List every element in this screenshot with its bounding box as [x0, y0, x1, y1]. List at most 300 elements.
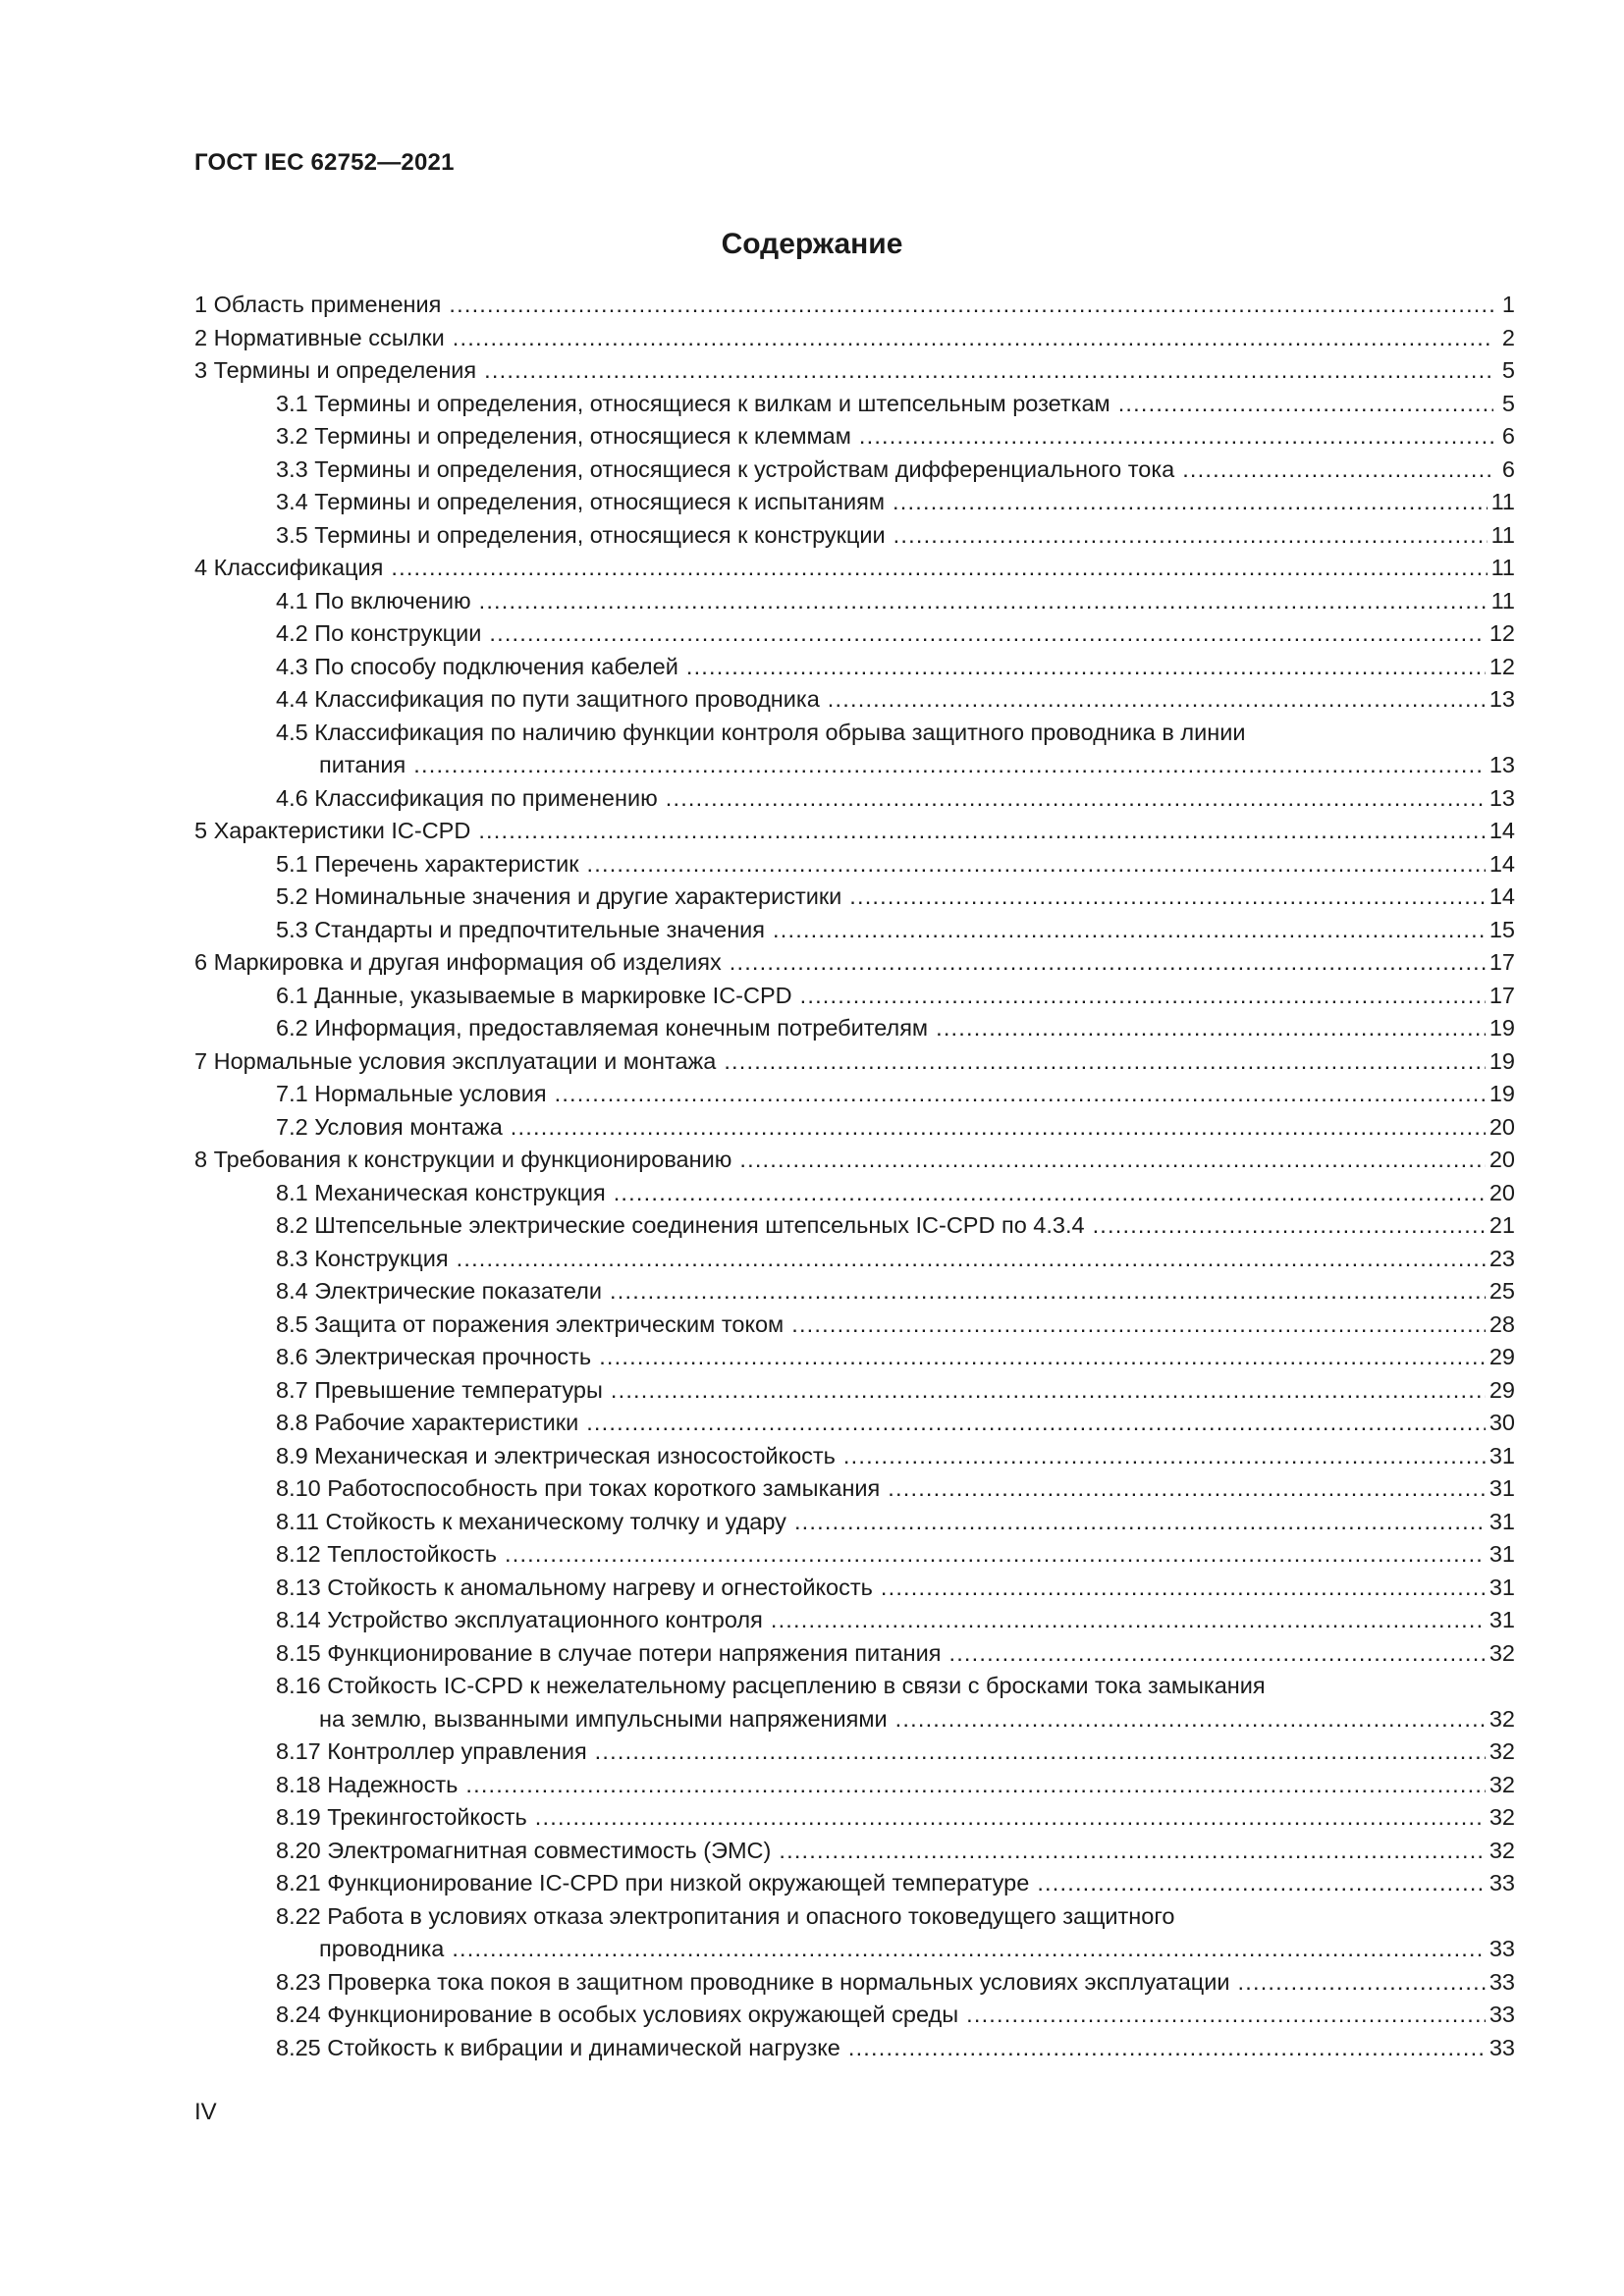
toc-entry-page: 14: [1489, 883, 1515, 909]
toc-entry: [194, 1209, 1515, 1243]
toc-entry-continuation: питания: [319, 752, 406, 777]
toc-entry-page: 33: [1489, 1968, 1515, 1995]
toc-entry-text: Термины и определения, относящиеся к конструкции: [314, 521, 886, 548]
toc-entry-number: 7: [194, 1047, 208, 1074]
toc-entry: [194, 881, 1515, 914]
toc-entry: [194, 1341, 1515, 1374]
toc-entry-number: 8.21: [276, 1870, 321, 1896]
toc-entry-text: Информация, предоставляемая конечным потребителям: [314, 1015, 929, 1041]
toc-entry: [194, 1243, 1515, 1276]
toc-entry: [194, 1867, 1515, 1900]
toc-entry-title: [276, 1341, 591, 1374]
toc-entry-page: 17: [1489, 949, 1515, 975]
toc-entry-number: 8.25: [276, 2034, 321, 2060]
toc-entry-text: Характеристики IC-CPD: [213, 818, 471, 843]
toc-entry-page: 17: [1489, 982, 1515, 1008]
toc-entry-title: [276, 1999, 958, 2032]
dot-leader: [773, 914, 1486, 947]
toc-entry: [194, 717, 1515, 782]
toc-entry-title: [276, 1835, 771, 1868]
toc-entry: [194, 651, 1515, 684]
toc-entry-text: Работа в условиях отказа электропитания и опасного токоведущего защитного: [327, 1902, 1175, 1929]
toc-entry-page: 32: [1489, 1639, 1515, 1666]
toc-entry-number: 8.9: [276, 1442, 308, 1468]
toc-entry: [194, 1472, 1515, 1506]
toc-entry-title: [276, 980, 792, 1013]
toc-entry-title: [276, 1966, 1230, 2000]
toc-entry-text: Номинальные значения и другие характеристики: [314, 883, 842, 909]
toc-entry: [194, 946, 1515, 980]
dot-leader: [730, 946, 1486, 980]
dot-leader: [849, 881, 1486, 914]
toc-entry-number: 5.1: [276, 850, 308, 877]
toc-entry-text: Условия монтажа: [314, 1113, 503, 1140]
toc-entry-page: 28: [1489, 1310, 1515, 1337]
toc-entry-title: [276, 617, 481, 651]
dot-leader: [848, 2032, 1486, 2065]
toc-entry-page: 31: [1489, 1607, 1515, 1632]
dot-leader: [771, 1604, 1486, 1637]
dot-leader: [686, 651, 1486, 684]
toc-entry: [194, 420, 1515, 454]
toc-entry-text: Механическая конструкция: [314, 1179, 606, 1205]
dot-leader: [1238, 1966, 1486, 2000]
dot-leader: [859, 420, 1493, 454]
dot-leader: [794, 1506, 1486, 1539]
toc-entry-text: Термины и определения, относящиеся к вилкам и штепсельным розеткам: [314, 390, 1110, 416]
toc-entry-text: Стойкость к механическому толчку и удару: [325, 1508, 786, 1534]
toc-entry-page: 15: [1489, 916, 1515, 942]
toc-entry-title: [276, 1111, 503, 1145]
toc-entry-page: 32: [1489, 1804, 1515, 1830]
dot-leader: [893, 486, 1488, 519]
dot-leader: [895, 1703, 1486, 1736]
toc-entry-page: 11: [1490, 489, 1515, 514]
toc-entry-text: Функционирование в особых условиях окружающей среды: [327, 2002, 959, 2027]
toc-entry-text: Классификация: [213, 555, 384, 580]
toc-entry-text: Область применения: [213, 292, 442, 317]
toc-entry-title: [276, 914, 765, 947]
toc-entry-title: [276, 420, 851, 454]
toc-entry-number: 8.19: [276, 1804, 321, 1830]
dot-leader: [587, 848, 1486, 881]
toc-entry-number: 3.5: [276, 521, 308, 548]
toc-entry-number: 8.17: [276, 1738, 321, 1764]
toc-entry-text: Классификация по наличию функции контроля обрыва защитного проводника в линии: [314, 719, 1246, 745]
toc-entry-number: 8.12: [276, 1541, 321, 1567]
toc-entry-number: 3.2: [276, 423, 308, 449]
toc-entry: [194, 1440, 1515, 1473]
toc-entry-page: 32: [1489, 1705, 1515, 1732]
toc-entry-text: Термины и определения, относящиеся к клеммам: [314, 423, 851, 449]
toc-entry-text: Превышение температуры: [314, 1376, 603, 1403]
toc-entry-number: 8.4: [276, 1278, 308, 1304]
dot-leader: [535, 1801, 1486, 1835]
toc-entry-page: 33: [1489, 2002, 1515, 2027]
toc-entry-title: [276, 1769, 458, 1802]
toc-entry-page: 32: [1489, 1771, 1515, 1797]
toc-entry-number: 4: [194, 555, 208, 580]
toc-entry-number: 7.2: [276, 1113, 308, 1140]
dot-leader: [465, 1769, 1485, 1802]
toc-entry-number: 3.4: [276, 489, 308, 514]
dot-leader: [599, 1341, 1486, 1374]
toc-entry-text: Надежность: [327, 1771, 459, 1797]
toc-entry-text: Нормативные ссылки: [213, 324, 445, 350]
toc-entry-title: [276, 585, 471, 618]
toc-entry-title: [276, 1209, 1085, 1243]
dot-leader: [478, 815, 1486, 848]
toc-entry-text: Классификация по пути защитного проводника: [314, 686, 820, 712]
toc-entry: [194, 1670, 1515, 1735]
toc-entry-page: 14: [1489, 850, 1515, 877]
toc-entry-number: 8.24: [276, 2002, 321, 2027]
toc-entry-page: 25: [1489, 1278, 1515, 1304]
toc-entry-number: 8.20: [276, 1837, 321, 1863]
toc-entry-number: 8.8: [276, 1410, 308, 1435]
dot-leader: [888, 1472, 1486, 1506]
toc-entry-text: Электрические показатели: [314, 1278, 603, 1304]
toc-entry: [194, 1769, 1515, 1802]
toc-entry: [194, 1835, 1515, 1868]
toc-entry-page: 20: [1489, 1147, 1515, 1172]
dot-leader: [511, 1111, 1486, 1145]
toc-entry-title: [276, 782, 658, 816]
toc-entry-text: Защита от поражения электрическим током: [314, 1310, 785, 1337]
dot-leader: [1037, 1867, 1486, 1900]
toc-entry-page: 13: [1489, 686, 1515, 712]
toc-entry-title: [276, 1538, 497, 1572]
dot-leader: [611, 1374, 1486, 1408]
toc-entry-number: 8.13: [276, 1574, 321, 1600]
toc-entry-title: [276, 1673, 1266, 1698]
table-of-contents: [194, 289, 1515, 2064]
toc-entry-number: 7.1: [276, 1081, 308, 1106]
toc-entry-title: [194, 354, 476, 388]
toc-entry-text: Маркировка и другая информация об изделиях: [213, 949, 722, 975]
toc-entry: [194, 617, 1515, 651]
dot-leader: [413, 749, 1486, 782]
dot-leader: [828, 683, 1486, 717]
toc-entry-text: Трекингостойкость: [327, 1804, 527, 1830]
toc-entry-number: 8.2: [276, 1212, 308, 1238]
toc-entry: [194, 1801, 1515, 1835]
toc-entry-title: [194, 322, 445, 355]
toc-entry: [194, 1078, 1515, 1111]
toc-entry: [194, 354, 1515, 388]
toc-entry-number: 8.18: [276, 1771, 321, 1797]
toc-entry-page: 33: [1489, 2034, 1515, 2060]
toc-entry-text: Нормальные условия: [314, 1081, 547, 1106]
toc-entry-text: Стойкость IC-CPD к нежелательному расцеплению в связи с бросками тока замыкания: [327, 1673, 1266, 1698]
toc-entry: [194, 2032, 1515, 2065]
toc-entry-text: По включению: [314, 587, 471, 614]
toc-entry-page: 29: [1489, 1376, 1515, 1403]
toc-entry-title: [276, 388, 1110, 421]
toc-entry-number: 8.7: [276, 1376, 308, 1403]
toc-entry-title: [276, 1012, 928, 1045]
toc-entry-number: 8.11: [276, 1508, 319, 1534]
toc-entry: [194, 585, 1515, 618]
toc-entry-page: 21: [1489, 1212, 1515, 1238]
toc-entry-text: Проверка тока покоя в защитном проводнике в нормальных условиях эксплуатации: [327, 1968, 1230, 1995]
dot-leader: [843, 1440, 1486, 1473]
dot-leader: [453, 322, 1493, 355]
toc-entry: [194, 1900, 1515, 1966]
toc-entry-page: 6: [1501, 423, 1515, 449]
toc-entry-number: 3: [194, 357, 208, 383]
toc-entry-text: Штепсельные электрические соединения штепсельных IC-CPD по 4.3.4: [314, 1212, 1085, 1238]
toc-entry-number: 6.2: [276, 1015, 308, 1041]
toc-entry-number: 6: [194, 949, 208, 975]
toc-entry: [194, 848, 1515, 881]
toc-entry-number: 4.6: [276, 784, 308, 811]
toc-entry-page: 13: [1489, 784, 1515, 811]
toc-entry-number: 8.6: [276, 1344, 308, 1369]
dot-leader: [610, 1275, 1486, 1308]
toc-entry-text: Стойкость к аномальному нагреву и огнестойкость: [327, 1574, 873, 1600]
toc-entry-continuation: на землю, вызванными импульсными напряжениями: [319, 1705, 888, 1732]
toc-entry-page: 5: [1501, 390, 1515, 416]
toc-entry-page: 11: [1490, 587, 1515, 614]
toc-entry-text: Термины и определения, относящиеся к испытаниям: [314, 489, 886, 514]
toc-entry-number: 5.3: [276, 916, 308, 942]
toc-entry: [194, 1177, 1515, 1210]
dot-leader: [724, 1045, 1486, 1079]
dot-leader: [966, 1999, 1486, 2032]
toc-entry-text: Функционирование IC-CPD при низкой окружающей температуре: [327, 1870, 1030, 1896]
toc-entry-number: 8.5: [276, 1310, 308, 1337]
toc-entry-number: 3.1: [276, 390, 308, 416]
dot-leader: [595, 1735, 1486, 1769]
document-code: ГОСТ IEC 62752—2021: [194, 149, 455, 176]
toc-entry: [194, 1374, 1515, 1408]
toc-entry-text: Устройство эксплуатационного контроля: [327, 1607, 763, 1632]
toc-entry-text: Нормальные условия эксплуатации и монтажа: [213, 1047, 717, 1074]
toc-entry-page: 11: [1490, 555, 1515, 580]
toc-entry-page: 23: [1489, 1245, 1515, 1271]
toc-entry: [194, 1506, 1515, 1539]
dot-leader: [452, 1933, 1486, 1966]
dot-leader: [936, 1012, 1486, 1045]
toc-entry: [194, 1308, 1515, 1342]
toc-entry-page: 29: [1489, 1344, 1515, 1369]
toc-entry: [194, 454, 1515, 487]
toc-entry-number: 4.4: [276, 686, 308, 712]
dot-leader: [555, 1078, 1486, 1111]
toc-entry-text: Конструкция: [314, 1245, 449, 1271]
toc-entry-text: Электрическая прочность: [314, 1344, 592, 1369]
toc-entry-title: [194, 552, 383, 585]
toc-entry-title: [276, 454, 1174, 487]
page-number: IV: [194, 2099, 217, 2125]
dot-leader: [1093, 1209, 1486, 1243]
toc-entry-title: [276, 848, 579, 881]
toc-entry-page: 14: [1489, 818, 1515, 843]
toc-entry-title: [276, 1275, 602, 1308]
toc-entry-number: 8.22: [276, 1902, 321, 1929]
toc-entry-title: [276, 1867, 1029, 1900]
toc-entry-page: 20: [1489, 1113, 1515, 1140]
toc-entry: [194, 1735, 1515, 1769]
dot-leader: [739, 1144, 1486, 1177]
dot-leader: [505, 1538, 1486, 1572]
toc-entry-number: 4.5: [276, 719, 308, 745]
toc-entry-title: [276, 881, 841, 914]
toc-entry-title: [276, 1407, 578, 1440]
toc-entry-title: [194, 1045, 716, 1079]
page-title: Содержание: [721, 228, 903, 260]
toc-entry-number: 8: [194, 1147, 208, 1172]
toc-entry: [194, 1111, 1515, 1145]
dot-leader: [948, 1637, 1485, 1671]
toc-entry-number: 8.23: [276, 1968, 321, 1995]
toc-entry-title: [276, 519, 886, 553]
toc-entry-number: 8.16: [276, 1673, 321, 1698]
toc-entry-number: 5.2: [276, 883, 308, 909]
toc-entry-title: [276, 1374, 603, 1408]
toc-entry-text: Работоспособность при токах короткого замыкания: [327, 1475, 881, 1501]
toc-entry-text: Перечень характеристик: [314, 850, 579, 877]
toc-entry: [194, 782, 1515, 816]
toc-entry-page: 11: [1490, 521, 1515, 548]
dot-leader: [893, 519, 1488, 553]
toc-entry-text: Механическая и электрическая износостойкость: [314, 1442, 836, 1468]
toc-entry-page: 32: [1489, 1837, 1515, 1863]
toc-entry-page: 12: [1489, 653, 1515, 679]
toc-entry-title: [276, 486, 885, 519]
toc-entry-page: 6: [1501, 455, 1515, 482]
dot-leader: [489, 617, 1486, 651]
toc-entry-number: 5: [194, 818, 208, 843]
toc-entry-number: 8.14: [276, 1607, 321, 1632]
toc-entry-page: 31: [1489, 1574, 1515, 1600]
toc-entry-title: [194, 815, 470, 848]
toc-entry: [194, 1045, 1515, 1079]
toc-entry-page: 20: [1489, 1179, 1515, 1205]
toc-entry-number: 8.10: [276, 1475, 321, 1501]
toc-entry-page: 31: [1489, 1508, 1515, 1534]
toc-entry: [194, 289, 1515, 322]
toc-entry-title: [276, 1903, 1174, 1929]
toc-entry-text: Контроллер управления: [327, 1738, 587, 1764]
toc-entry-number: 4.1: [276, 587, 308, 614]
toc-entry-title: [276, 2032, 840, 2065]
dot-leader: [484, 354, 1493, 388]
toc-entry-page: 2: [1501, 324, 1515, 350]
dot-leader: [800, 980, 1486, 1013]
toc-entry-title: [276, 1308, 784, 1342]
toc-entry-title: [276, 1637, 941, 1671]
toc-entry-continuation: проводника: [319, 1936, 445, 1961]
toc-entry-page: 12: [1489, 620, 1515, 646]
toc-entry-number: 4.2: [276, 620, 308, 646]
toc-entry-title: [194, 289, 441, 322]
toc-entry-number: 8.15: [276, 1639, 321, 1666]
toc-entry: [194, 1275, 1515, 1308]
toc-entry-page: 13: [1489, 752, 1515, 777]
toc-entry-number: 8.1: [276, 1179, 308, 1205]
toc-entry-number: 8.3: [276, 1245, 308, 1271]
dot-leader: [779, 1835, 1486, 1868]
toc-entry-text: Стойкость к вибрации и динамической нагрузке: [327, 2034, 840, 2060]
toc-entry-page: 5: [1501, 357, 1515, 383]
toc-entry: [194, 1966, 1515, 2000]
dot-leader: [1182, 454, 1493, 487]
toc-entry-title: [276, 1604, 763, 1637]
toc-entry-page: 31: [1489, 1442, 1515, 1468]
dot-leader: [457, 1243, 1486, 1276]
dot-leader: [1118, 388, 1493, 421]
toc-entry: [194, 1144, 1515, 1177]
toc-entry-title: [276, 1472, 880, 1506]
toc-entry: [194, 1012, 1515, 1045]
toc-entry: [194, 552, 1515, 585]
toc-entry-title: [276, 720, 1246, 745]
toc-entry-title: [276, 1078, 547, 1111]
toc-entry-page: 19: [1489, 1015, 1515, 1041]
toc-entry-title: [194, 946, 722, 980]
toc-entry-title: [276, 683, 820, 717]
toc-entry: [194, 815, 1515, 848]
dot-leader: [666, 782, 1486, 816]
dot-leader: [881, 1572, 1486, 1605]
toc-entry-title: [276, 1440, 836, 1473]
toc-entry: [194, 322, 1515, 355]
toc-entry: [194, 1572, 1515, 1605]
toc-entry-page: 19: [1489, 1047, 1515, 1074]
toc-entry-title: [276, 1801, 527, 1835]
toc-entry-text: По конструкции: [314, 620, 482, 646]
toc-entry-text: Стандарты и предпочтительные значения: [314, 916, 766, 942]
toc-entry: [194, 914, 1515, 947]
toc-entry: [194, 980, 1515, 1013]
toc-entry: [194, 519, 1515, 553]
toc-entry-text: Термины и определения: [213, 357, 477, 383]
toc-entry-title: [276, 651, 678, 684]
toc-entry: [194, 1604, 1515, 1637]
toc-entry-number: 1: [194, 292, 208, 317]
toc-entry-text: Функционирование в случае потери напряжения питания: [327, 1639, 942, 1666]
toc-entry-number: 4.3: [276, 653, 308, 679]
toc-entry: [194, 1538, 1515, 1572]
dot-leader: [449, 289, 1493, 322]
toc-entry-title: [276, 1735, 587, 1769]
toc-entry: [194, 486, 1515, 519]
toc-entry-title: [194, 1144, 731, 1177]
toc-entry-text: Рабочие характеристики: [314, 1410, 579, 1435]
toc-entry-number: 6.1: [276, 982, 308, 1008]
toc-entry-page: 33: [1489, 1870, 1515, 1896]
toc-entry-title: [276, 1177, 606, 1210]
toc-entry-page: 33: [1489, 1936, 1515, 1961]
toc-entry: [194, 388, 1515, 421]
toc-entry-text: Классификация по применению: [314, 784, 658, 811]
toc-entry-text: Требования к конструкции и функционированию: [213, 1147, 732, 1172]
toc-entry-title: [276, 1506, 786, 1539]
toc-entry-title: [276, 1243, 449, 1276]
toc-entry-page: 31: [1489, 1541, 1515, 1567]
toc-entry-text: Теплостойкость: [327, 1541, 497, 1567]
toc-entry-number: 2: [194, 324, 208, 350]
toc-entry-page: 30: [1489, 1410, 1515, 1435]
toc-entry: [194, 1407, 1515, 1440]
toc-entry-page: 1: [1501, 292, 1515, 317]
dot-leader: [479, 585, 1488, 618]
dot-leader: [391, 552, 1487, 585]
toc-entry-title: [276, 1572, 873, 1605]
toc-entry-text: По способу подключения кабелей: [314, 653, 678, 679]
